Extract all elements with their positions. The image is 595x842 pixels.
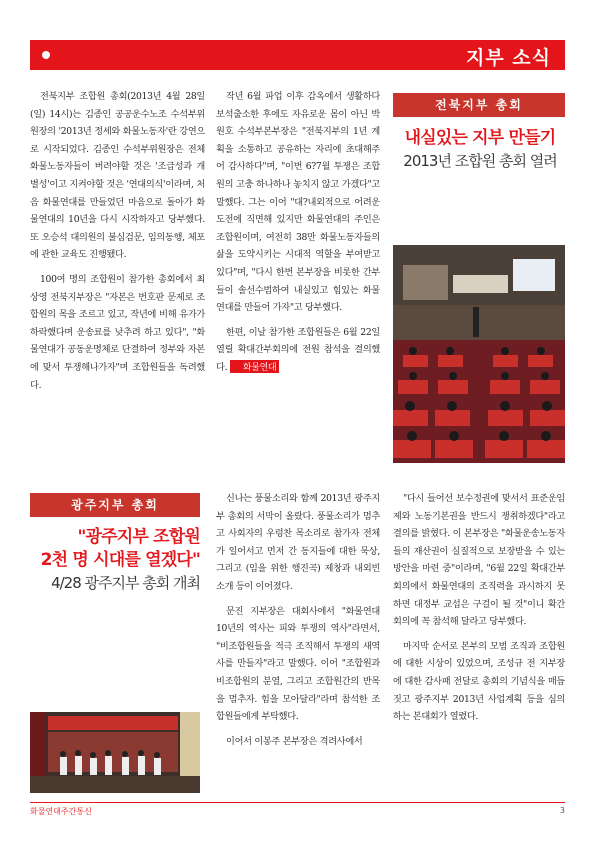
article2-paragraph: 신나는 풍물소리와 함께 2013년 광주지부 총회의 서막이 올랐다. 풍물소리가 멈추고 사회자의 우렁찬 목소리로 참가자 전체가 일어서고 먼저 간 동지들에 대한 묵상, 그리고 (임을 위한 행진곡) 제창과 내외빈 소개 등이 이어졌다. bbox=[216, 493, 380, 592]
article2-subhead: 4/28 광주지부 총회 개최 bbox=[51, 574, 200, 592]
article1-column2 bbox=[216, 88, 380, 384]
article2-paragraph: 마지막 순서로 본부의 모범 조직과 조합원에 대한 시상이 있었으며, 조성규 전 지부장에 대한 감사패 전달로 총회의 기념식을 매듭짓고 광주지부 2013년 사업계획 등을 심의하는 본대회가 열렸다. bbox=[393, 640, 565, 723]
article1-paragraph: 전북지부 조합원 총회(2013년 4월 28일(일) 14시)는 김종인 공공운수노조 수석부위원장의 '2013년 정세와 화물노동자'란 강연으로 시작되었다. 김종인 수석부위원장은 전체 화물노동자들이 버려야할 것은 '조급성과 개별성'이고 지켜야할 것은 '연대의식'이라며, 처음 화물연대를 만들었던 마음으로 돌아가 화물연대의 10년을 다시 시작하자고 당부했다. 또 오승석 대의원의 불심검문, 임의동행, 체포에 관한 교육도 진행됐다. bbox=[30, 91, 205, 261]
article2-headline-line2: 2천 명 시대를 열겠다" bbox=[40, 550, 200, 570]
footer-divider bbox=[30, 802, 565, 803]
article2-paragraph: "다시 들어선 보수정권에 맞서서 표준운임제와 노동기본권을 반드시 쟁취하겠다"라고 결의를 밝혔다. 이 본부장은 "화물운송노동자들의 재산권이 실질적으로 보장받을 수 있는 방안을 마련 중"이라며, "6월 22일 확대간부 회의에서 화물연대의 조직력을 과시하지 못하면 대정부 교섭은 구걸이 될 것"이니 확간회의에 꼭 참석해 달라고 당부했다. bbox=[393, 493, 565, 628]
article1-column1 bbox=[30, 88, 205, 401]
article1-photo bbox=[393, 245, 565, 463]
article1-paragraph: 100여 명의 조합원이 참가한 총회에서 최상영 전북지부장은 "자본은 번호판 문제로 조합원의 목을 조르고 있고, 작년에 비해 유가가 하락했다며 운송료를 낮추려 하고 있다", "화물연대가 공동운명체로 단결하여 정부와 자본에 맞서 투쟁해나가자"며 조합원들을 독려했다. bbox=[30, 273, 205, 391]
stage-performance-illustration bbox=[30, 712, 200, 793]
source-tag: 화물연대 bbox=[230, 360, 280, 373]
section-header-bar bbox=[30, 40, 565, 70]
article2-headline-line1: "광주지부 조합원 bbox=[77, 527, 200, 547]
article1-headline: 내실있는 지부 만들기 bbox=[404, 128, 556, 148]
page-number: 3 bbox=[559, 806, 565, 815]
article2-column2 bbox=[393, 490, 565, 733]
article1-closing-text: 한편, 이날 참가한 조합원들은 6월 22일 열릴 확대간부회의에 전원 참석을 결의했다. bbox=[216, 326, 380, 373]
section-title: 지부 소식 bbox=[465, 47, 551, 69]
article2-paragraph: 이어서 이봉주 본부장은 격려사에서 bbox=[226, 735, 363, 747]
bullet-dot-icon bbox=[42, 51, 50, 59]
article2-paragraph: 문진 지부장은 대회사에서 "화물연대 10년의 역사는 피와 투쟁의 역사"라면서, "비조합원들을 적극 조직해서 투쟁의 새역사를 만들자"라고 말했다. 이어 "조합원과 비조합원의 분열, 그리고 조합원간의 반목을 멈추자. 힘을 모아달라"라며 참석한 조합원들에게 부탁했다. bbox=[216, 605, 380, 723]
article1-section-band: 전북지부 총회 bbox=[393, 93, 565, 117]
publication-name: 화물연대주간통신 bbox=[30, 807, 92, 816]
article2-section-band: 광주지부 총회 bbox=[30, 493, 200, 517]
meeting-hall-illustration bbox=[393, 245, 565, 463]
article1-paragraph: 작년 6월 파업 이후 감옥에서 생활하다 보석출소한 후에도 자유로운 몸이 아닌 박원호 수석부본부장은 "전북지부의 1년 계획을 소통하고 공유하는 자리에 초대해주어 감사하다"며, "이번 6?7월 투쟁은 조합원의 고충 하나하나 놓치지 않고 가겠다"고 말했다. 그는 이어 "대?내외적으로 어려운 도전에 직면해 있지만 화물연대의 주인은 조합원이며, 여전히 38만 화물노동자들의 삶을 도약시키는 시대적 역할을 부여받고 있다"며, "다시 한번 본부장을 비롯한 간부들이 솔선수범하여 내실있고 힘있는 화물연대를 만들어 가자"고 당부했다. bbox=[216, 91, 380, 314]
article1-paragraph bbox=[216, 324, 380, 377]
article2-column1 bbox=[216, 490, 380, 757]
article2-photo bbox=[30, 712, 200, 793]
article1-subhead: 2013년 조합원 총회 열려 bbox=[403, 152, 557, 170]
